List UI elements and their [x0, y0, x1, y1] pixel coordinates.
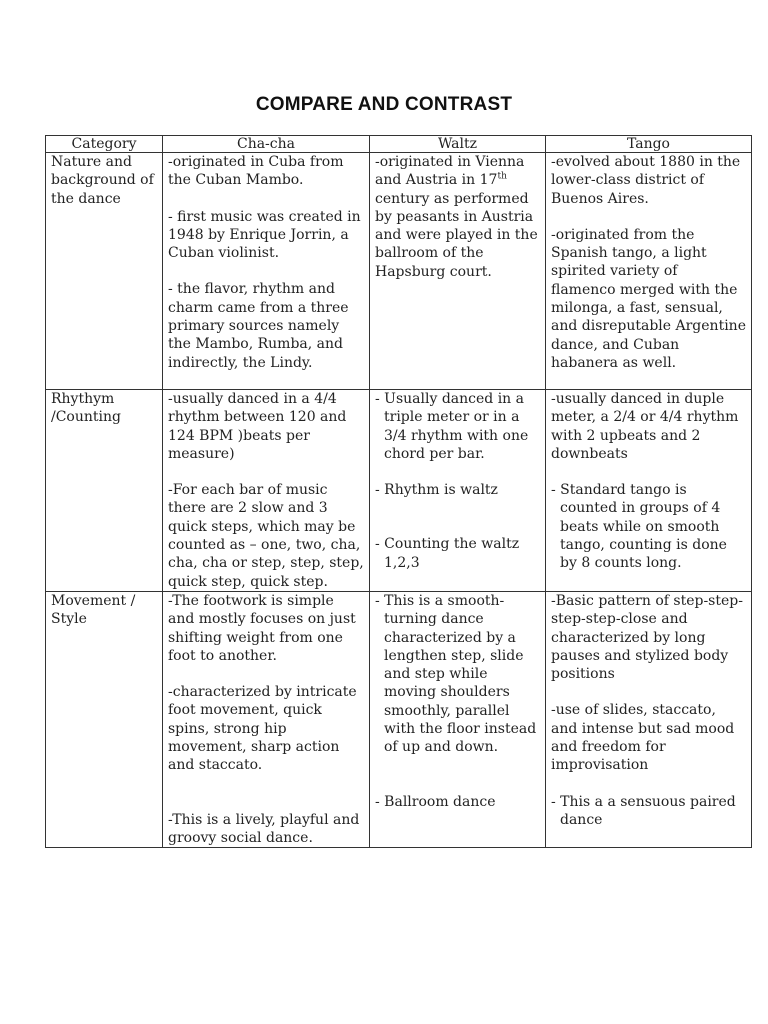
tango-cell [546, 153, 752, 390]
header-row [46, 136, 752, 153]
cell-text: -This is a lively, playful and groovy social dance. [168, 811, 360, 846]
category-label: Nature and background of the dance [51, 154, 154, 207]
category-cell [46, 153, 163, 390]
cell-text: -The footwork is simple and mostly focuses on just shifting weight from one foot to another. [168, 592, 356, 664]
cell-text: - Ballroom dance [375, 793, 496, 810]
cell-text [375, 153, 540, 281]
waltz-cell [370, 390, 546, 592]
cell-text: - first music was created in 1948 by Enrique Jorrin, a Cuban violinist. [168, 208, 361, 262]
chacha-cell [163, 390, 370, 592]
cell-text: - Rhythm is waltz [375, 482, 498, 499]
category-label: Rhythym /Counting [51, 391, 121, 426]
cell-text-post: century as performed by peasants in Austria and were played in the ballroom of the Hapsburg court. [375, 190, 538, 280]
cell-text-pre: -originated in Vienna and Austria in 17 [375, 154, 525, 189]
chacha-cell [163, 591, 370, 847]
cell-text: -use of slides, staccato, and intense but sad mood and freedom for improvisation [551, 702, 735, 774]
cell-text: -characterized by intricate foot movement, quick spins, strong hip movement, sharp action and staccato. [168, 684, 357, 774]
header-waltz: Waltz [370, 136, 546, 153]
cell-text: - This is a smooth-turning dance characterized by a lengthen step, slide and step while moving shoulders smoothly, parallel with the floor instead of up and down. [375, 592, 537, 756]
cell-text: - the flavor, rhythm and charm came from a three primary sources namely the Mambo, Rumba, and indirectly, the Lindy. [168, 281, 349, 371]
waltz-cell [370, 153, 546, 390]
tango-cell [546, 591, 752, 847]
page-title: COMPARE AND CONTRAST [255, 94, 513, 115]
chacha-cell [163, 153, 370, 390]
cell-text: -For each bar of music there are 2 slow and 3 quick steps, which may be counted as – one, two, cha, cha, cha or step, step, step, quick step, quick step. [168, 482, 364, 590]
cell-text: - This a a sensuous paired dance [551, 793, 736, 828]
cell-text: - Usually danced in a triple meter or in a 3/4 rhythm with one chord per bar. [375, 391, 529, 462]
cell-text: -Basic pattern of step-step-step-step-close and characterized by long pauses and stylized body positions [551, 592, 743, 683]
header-chacha: Cha-cha [163, 136, 370, 153]
superscript: th [497, 171, 507, 182]
cell-text: -originated from the Spanish tango, a light spirited variety of flamenco merged with the milonga, a fast, sensual, and disreputable Argentine dance, and Cuban habanera as well. [551, 226, 746, 371]
cell-text: -originated in Cuba from the Cuban Mambo. [168, 154, 344, 189]
tango-cell [546, 390, 752, 592]
category-cell [46, 591, 163, 847]
comparison-table [45, 135, 752, 848]
cell-text: -usually danced in duple meter, a 2/4 or 4/4 rhythm with 2 upbeats and 2 downbeats [551, 391, 739, 462]
table-row [46, 390, 752, 592]
waltz-cell [370, 591, 546, 847]
cell-text: -evolved about 1880 in the lower-class district of Buenos Aires. [551, 154, 741, 207]
category-cell [46, 390, 163, 592]
table-row [46, 591, 752, 847]
table-row [46, 153, 752, 390]
cell-text: - Counting the waltz 1,2,3 [375, 536, 520, 571]
cell-text: - Standard tango is counted in groups of 4 beats while on smooth tango, counting is done by 8 counts long. [551, 482, 727, 572]
header-category: Category [46, 136, 163, 153]
header-tango: Tango [546, 136, 752, 153]
category-label: Movement / Style [51, 592, 136, 628]
cell-text: -usually danced in a 4/4 rhythm between 120 and 124 BPM )beats per measure) [168, 391, 347, 462]
